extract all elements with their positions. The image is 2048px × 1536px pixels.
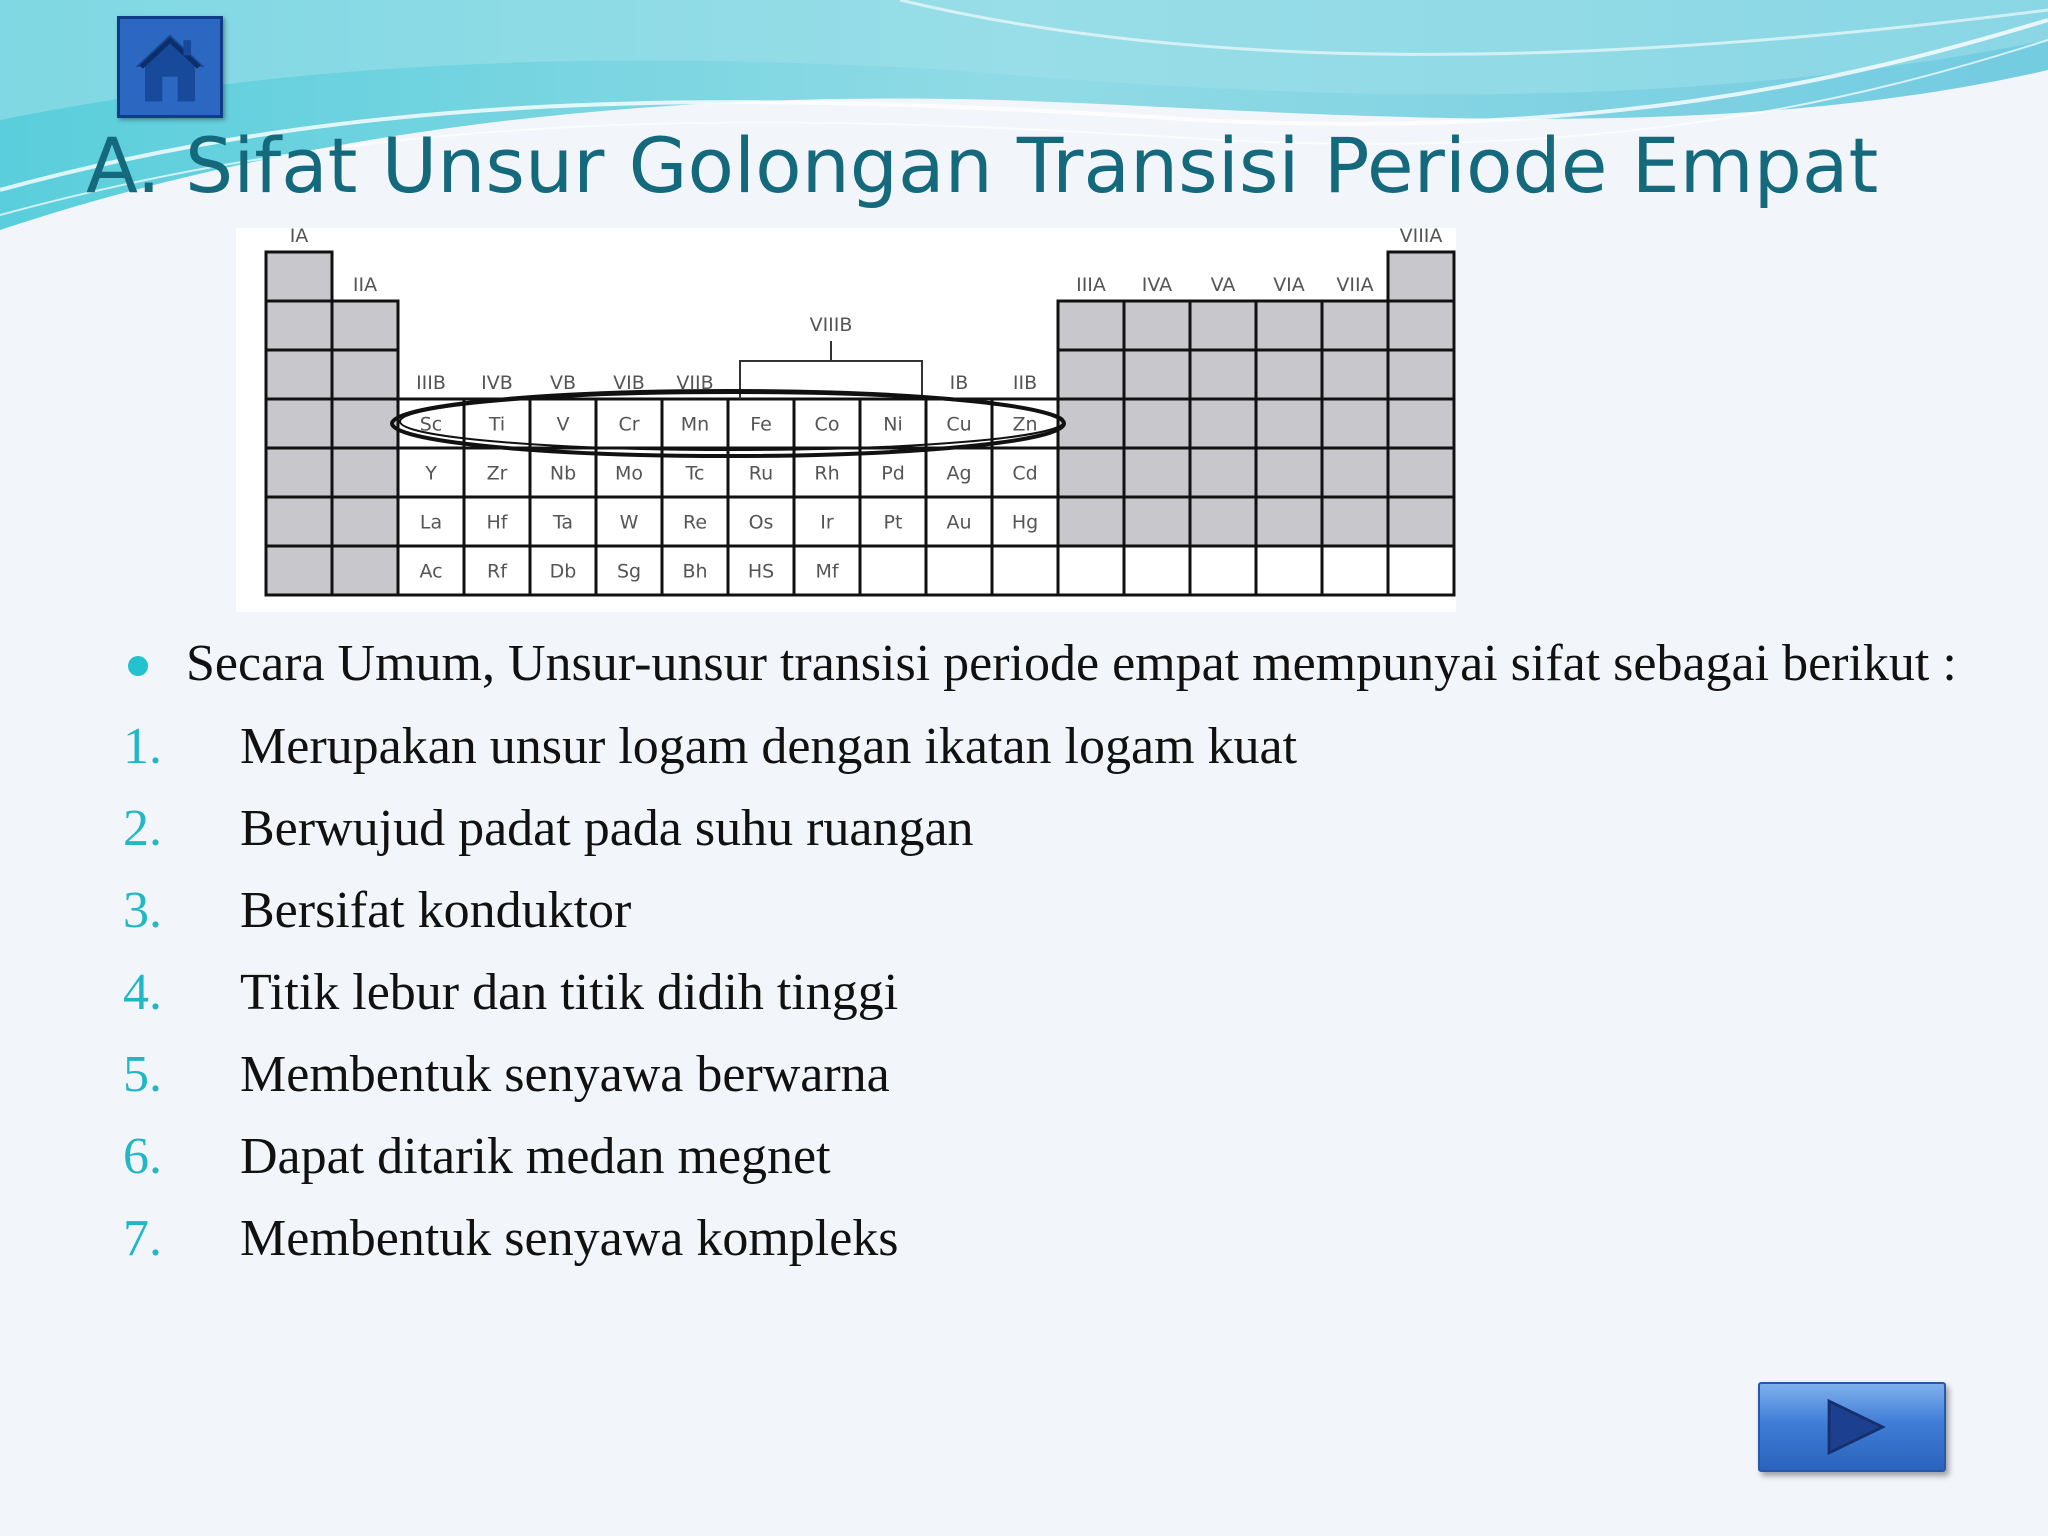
- table-cell: [1388, 350, 1454, 399]
- table-cell: [266, 448, 332, 497]
- table-cell: [1322, 448, 1388, 497]
- element-symbol: Co: [814, 413, 840, 436]
- element-symbol: Y: [425, 462, 437, 485]
- element-symbol: Au: [946, 511, 972, 534]
- element-symbol: Db: [549, 560, 577, 583]
- list-number: 4.: [123, 964, 162, 1021]
- group-label: VIIB: [676, 372, 714, 394]
- element-symbol: Cu: [946, 413, 972, 436]
- element-symbol: Mo: [614, 462, 644, 485]
- table-cell: [1388, 546, 1454, 595]
- table-cell: [332, 301, 398, 350]
- table-cell: [1256, 350, 1322, 399]
- list-number: 3.: [123, 882, 162, 939]
- table-cell: [266, 252, 332, 301]
- next-slide-button[interactable]: [1758, 1382, 1946, 1472]
- list-item: [118, 706, 1998, 788]
- bullet-icon: [128, 656, 148, 676]
- table-cell: [1388, 252, 1454, 301]
- list-number: 7.: [123, 1210, 162, 1267]
- list-text: Bersifat konduktor: [240, 882, 632, 939]
- element-symbol: Ni: [883, 413, 903, 436]
- element-symbol: Bh: [682, 560, 708, 583]
- group-label: VA: [1210, 274, 1236, 296]
- element-symbol: Re: [682, 511, 708, 534]
- list-text: Titik lebur dan titik didih tinggi: [240, 964, 899, 1021]
- property-list: [118, 706, 1998, 1280]
- table-cell: [1190, 399, 1256, 448]
- table-cell: [1388, 448, 1454, 497]
- table-cell: [1058, 301, 1124, 350]
- group-label: VIIA: [1336, 274, 1374, 296]
- list-item: [118, 1116, 1998, 1198]
- element-symbol: W: [619, 511, 639, 534]
- table-cell: [266, 350, 332, 399]
- table-cell: [860, 546, 926, 595]
- group-label: IIB: [1012, 372, 1038, 394]
- element-symbol: Ta: [552, 511, 574, 534]
- element-symbol: Pt: [883, 511, 903, 534]
- element-symbol: Ag: [946, 462, 972, 485]
- group-label: IIIA: [1076, 274, 1106, 296]
- element-symbol: V: [556, 413, 570, 436]
- group-label: IA: [289, 228, 309, 247]
- list-number: 5.: [123, 1046, 162, 1103]
- table-cell: [1058, 399, 1124, 448]
- table-cell: [1190, 301, 1256, 350]
- list-item: [118, 788, 1998, 870]
- group-label: VB: [549, 372, 577, 394]
- element-symbol: Cd: [1012, 462, 1038, 485]
- element-symbol: Pd: [881, 462, 905, 485]
- table-cell: [266, 497, 332, 546]
- table-cell: [1190, 448, 1256, 497]
- element-symbol: Cr: [618, 413, 640, 436]
- table-cell: [1388, 497, 1454, 546]
- table-cell: [1322, 399, 1388, 448]
- list-text: Membentuk senyawa kompleks: [240, 1210, 899, 1267]
- table-cell: [1124, 546, 1190, 595]
- element-symbol: Hf: [486, 511, 508, 534]
- table-cell: [266, 301, 332, 350]
- slide-title: A. Sifat Unsur Golongan Transisi Periode Empat: [86, 121, 1879, 210]
- list-text: Merupakan unsur logam dengan ikatan logam kuat: [240, 718, 1298, 775]
- group-label: VIB: [613, 372, 645, 394]
- table-cell: [332, 546, 398, 595]
- table-cell: [1322, 350, 1388, 399]
- list-number: 2.: [123, 800, 162, 857]
- element-symbol: Rh: [814, 462, 840, 485]
- element-symbol: HS: [747, 560, 775, 583]
- element-symbol: Sg: [616, 560, 642, 583]
- list-number: 1.: [123, 718, 162, 775]
- table-cell: [1322, 546, 1388, 595]
- element-symbol: Ru: [748, 462, 774, 485]
- table-cell: [1058, 448, 1124, 497]
- table-cell: [1256, 301, 1322, 350]
- table-cell: [1256, 399, 1322, 448]
- group-label: IIA: [352, 274, 378, 296]
- home-button[interactable]: [117, 16, 223, 118]
- table-cell: [1256, 448, 1322, 497]
- table-cell: [332, 350, 398, 399]
- intro-paragraph: [118, 630, 1998, 698]
- list-item: [118, 952, 1998, 1034]
- table-cell: [1124, 301, 1190, 350]
- element-symbol: Zn: [1012, 413, 1038, 436]
- element-symbol: Os: [748, 511, 774, 534]
- table-cell: [332, 497, 398, 546]
- element-symbol: Ti: [488, 413, 506, 436]
- group-label: VIIIB: [809, 314, 853, 336]
- element-symbol: Tc: [685, 462, 705, 485]
- element-symbol: Sc: [419, 413, 443, 436]
- slide-content: [118, 630, 1998, 1280]
- table-cell: [992, 546, 1058, 595]
- table-cell: [1190, 546, 1256, 595]
- element-symbol: Ac: [419, 560, 443, 583]
- intro-text: Secara Umum, Unsur-unsur transisi periode empat mempunyai sifat sebagai berikut :: [186, 635, 1957, 692]
- table-cell: [1190, 497, 1256, 546]
- list-item: [118, 1198, 1998, 1280]
- element-symbol: Ir: [820, 511, 834, 534]
- element-symbol: Rf: [487, 560, 507, 583]
- table-cell: [1190, 350, 1256, 399]
- table-cell: [1058, 546, 1124, 595]
- table-cell: [1058, 350, 1124, 399]
- table-cell: [266, 399, 332, 448]
- play-arrow-icon: [1760, 1384, 1944, 1470]
- group-label: IVA: [1141, 274, 1173, 296]
- element-symbol: Hg: [1011, 511, 1039, 534]
- table-cell: [1124, 497, 1190, 546]
- table-cell: [1124, 448, 1190, 497]
- group-label: VIIIA: [1399, 228, 1443, 247]
- group-label: IB: [949, 372, 969, 394]
- list-item: [118, 870, 1998, 952]
- table-cell: [1322, 497, 1388, 546]
- list-item: [118, 1034, 1998, 1116]
- element-symbol: Zr: [486, 462, 508, 485]
- group-label: VIA: [1273, 274, 1305, 296]
- table-cell: [926, 546, 992, 595]
- periodic-table-image: [236, 228, 1456, 612]
- element-symbol: Mf: [815, 560, 839, 583]
- element-symbol: Fe: [750, 413, 772, 436]
- table-cell: [332, 399, 398, 448]
- table-cell: [1388, 301, 1454, 350]
- list-text: Membentuk senyawa berwarna: [240, 1046, 890, 1103]
- table-cell: [1058, 497, 1124, 546]
- element-symbol: Mn: [680, 413, 710, 436]
- table-cell: [1124, 350, 1190, 399]
- table-cell: [1256, 497, 1322, 546]
- element-symbol: Nb: [549, 462, 577, 485]
- home-icon: [120, 19, 220, 115]
- table-cell: [332, 448, 398, 497]
- table-cell: [1256, 546, 1322, 595]
- group-label: IVB: [481, 372, 513, 394]
- list-text: Dapat ditarik medan megnet: [240, 1128, 831, 1185]
- table-cell: [1124, 399, 1190, 448]
- group-label: IIIB: [416, 372, 446, 394]
- table-cell: [1322, 301, 1388, 350]
- list-text: Berwujud padat pada suhu ruangan: [240, 800, 974, 857]
- element-symbol: La: [419, 511, 443, 534]
- list-number: 6.: [123, 1128, 162, 1185]
- table-cell: [266, 546, 332, 595]
- table-cell: [1388, 399, 1454, 448]
